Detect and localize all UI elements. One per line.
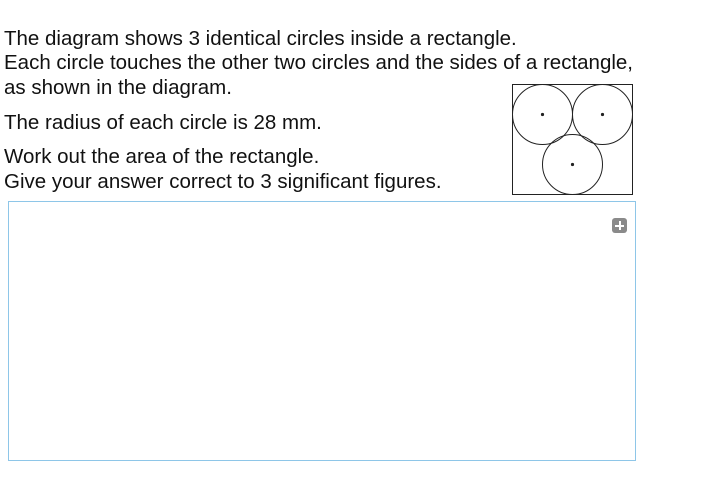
plus-square-icon[interactable] xyxy=(612,218,627,233)
center-dot-top-right xyxy=(601,113,604,116)
question-line-2: Each circle touches the other two circles and the sides of a rectangle, xyxy=(4,51,634,74)
rectangle xyxy=(513,85,633,195)
circles-in-rectangle-diagram xyxy=(512,84,635,196)
radius-statement: The radius of each circle is 28 mm. xyxy=(4,111,322,134)
center-dot-bottom xyxy=(571,163,574,166)
question-line-1: The diagram shows 3 identical circles inside a rectangle. xyxy=(4,27,517,50)
answer-input-box[interactable] xyxy=(8,201,636,461)
question-line-3: as shown in the diagram. xyxy=(4,76,232,99)
precision-instruction: Give your answer correct to 3 significant figures. xyxy=(4,170,442,193)
center-dot-top-left xyxy=(541,113,544,116)
task-instruction: Work out the area of the rectangle. xyxy=(4,145,320,168)
